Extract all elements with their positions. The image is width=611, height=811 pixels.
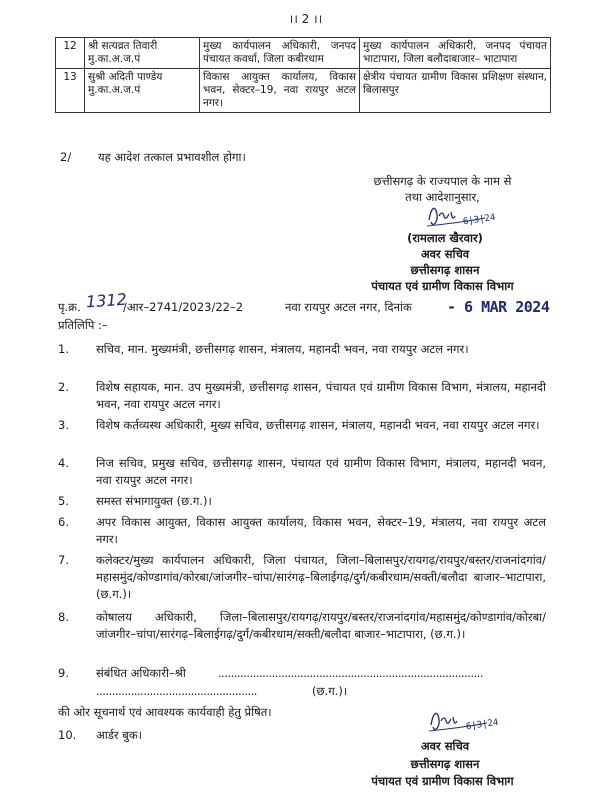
signatory-name: (रामलाल खैरवार): [407, 231, 483, 245]
officer-name: श्री सत्यव्रत तिवारी: [88, 40, 158, 52]
forward-text: की ओर सूचनार्थ एवं आवश्यक कार्यवाही हेतु प्रेषित।: [58, 705, 272, 719]
clause-text: यह आदेश तत्काल प्रभावशील होगा।: [98, 150, 246, 164]
governor-authority: छत्तीसगढ़ के राज्यपाल के नाम से: [373, 174, 512, 188]
list-text: अपर विकास आयुक्त, विकास आयुक्त कार्यालय, विकास भवन, सेक्टर–19, मंत्रालय, नवा रायपुर अटल नगर।: [96, 515, 546, 546]
officer-name: सुश्री अदिती पाण्डेय: [88, 71, 163, 83]
item10-number: 10.: [58, 728, 77, 742]
list-number: 2.: [58, 380, 69, 394]
list-number: 3.: [58, 418, 69, 432]
copy-heading: प्रतिलिपि :–: [58, 318, 108, 332]
new-post: क्षेत्रीय पंचायत ग्रामीण विकास प्रशिक्षण संस्थान, बिलासपुर: [360, 69, 551, 113]
list-number: 6.: [58, 515, 69, 529]
list-number: 8.: [58, 610, 69, 624]
signatory-designation: अवर सचिव: [420, 739, 470, 753]
file-number: /आर–2741/2023/22–2: [123, 300, 244, 314]
list-item: [58, 493, 546, 510]
signatory-govt: छत्तीसगढ़ शासन: [410, 263, 480, 277]
officer-service: मु.का.अ.ज.पं: [88, 53, 141, 65]
list-number: 5.: [58, 494, 69, 508]
list-number: 4.: [58, 456, 69, 470]
item9-number: 9.: [58, 666, 69, 680]
row-number: 13: [56, 69, 85, 113]
date-stamp: - 6 MAR 2024: [447, 298, 550, 316]
item9-text: संबंधित अधिकारी–श्री: [96, 666, 186, 680]
list-text: कलेक्टर/मुख्य कार्यपालन अधिकारी, जिला पंचायत, जिला–बिलासपुर/रायगढ़/रायपुर/बस्तर/राजनांदगांव/महासमुंद/कोण्डागांव/कोरबा/जांजगीर–चांपा/सारंगढ़–बिलाईगढ़/दुर्ग/कबीरधाम/सक्ती/बलौदा बाजार–भाटापारा, (छ.ग.)।: [96, 553, 546, 601]
handwritten-date: 6|3|24: [465, 717, 500, 733]
item10-text: आर्डर बुक।: [96, 728, 143, 742]
handwritten-date: 6|3|24: [462, 212, 497, 228]
list-item: [58, 609, 546, 643]
list-item: [58, 341, 546, 358]
page-number: ।। 2 ।।: [288, 12, 323, 26]
signatory-designation: अवर सचिव: [420, 247, 470, 261]
list-item: [58, 455, 546, 489]
transfer-table: [55, 37, 551, 113]
list-number: 7.: [58, 553, 69, 567]
handwritten-ref-number: 1312: [85, 289, 128, 312]
list-item: [58, 379, 546, 413]
row-number: 12: [56, 38, 85, 69]
list-text: विशेष सहायक, मान. उप मुख्यमंत्री, छत्तीसगढ़ शासन, पंचायत एवं ग्रामीण विकास विभाग, मंत्रालय, महानदी भवन, नवा रायपुर अटल नगर।: [96, 380, 546, 411]
list-text: कोषालय अधिकारी, जिला–बिलासपुर/रायगढ़/रायपुर/बस्तर/राजनांदगांव/महासमुंद/कोण्डागांव/कोरबा/जांजगीर–चांपा/सारंगढ़–बिलाईगढ़/दुर्ग/कबीरधाम/सक्ती/बलौदा बाजार–भाटापारा, (छ.ग.)।: [96, 610, 546, 641]
officer-service: मु.का.अ.ज.पं: [88, 84, 141, 96]
item9-dots: ....................................................................................: [218, 666, 484, 680]
current-post: विकास आयुक्त कार्यालय, विकास भवन, सेक्टर–19, नवा रायपुर अटल नगर।: [200, 69, 360, 113]
list-item: [58, 552, 546, 603]
signatory-dept: पंचायत एवं ग्रामीण विकास विभाग: [371, 774, 514, 788]
signatory-govt: छत्तीसगढ़ शासन: [410, 757, 480, 771]
list-item: [58, 514, 546, 548]
list-text: निज सचिव, प्रमुख सचिव, छत्तीसगढ़ शासन, पंचायत एवं ग्रामीण विकास विभाग, मंत्रालय, महानदी भवन, नवा रायपुर अटल नगर।: [96, 456, 546, 487]
clause-number: 2/: [60, 150, 72, 164]
item9-tail: (छ.ग.)।: [312, 684, 348, 698]
place-date: नवा रायपुर अटल नगर, दिनांक: [285, 300, 412, 314]
signatory-dept: पंचायत एवं ग्रामीण विकास विभाग: [371, 279, 514, 293]
list-text: विशेष कर्तव्यस्थ अधिकारी, मुख्य सचिव, छत्तीसगढ़ शासन, मंत्रालय, महानदी भवन, नवा रायपुर अटल नगर।: [96, 418, 540, 432]
list-text: समस्त संभागायुक्त (छ.ग.)।: [96, 494, 212, 508]
table-row: [56, 69, 551, 113]
ref-prefix: पृ.क्र.: [58, 300, 81, 314]
list-item: [58, 417, 546, 434]
table-row: [56, 38, 551, 69]
item9-dots-2: ...................................................: [96, 684, 257, 698]
by-order: तथा आदेशानुसार,: [405, 190, 480, 204]
list-text: सचिव, मान. मुख्यमंत्री, छत्तीसगढ़ शासन, मंत्रालय, महानदी भवन, नवा रायपुर अटल नगर।: [96, 342, 469, 356]
current-post: मुख्य कार्यपालन अधिकारी, जनपद पंचायत कवर्धा, जिला कबीरधाम: [200, 38, 360, 69]
list-number: 1.: [58, 342, 69, 356]
new-post: मुख्य कार्यपालन अधिकारी, जनपद पंचायत भाटापारा, जिला बलौदाबाजार– भाटापारा: [360, 38, 551, 69]
